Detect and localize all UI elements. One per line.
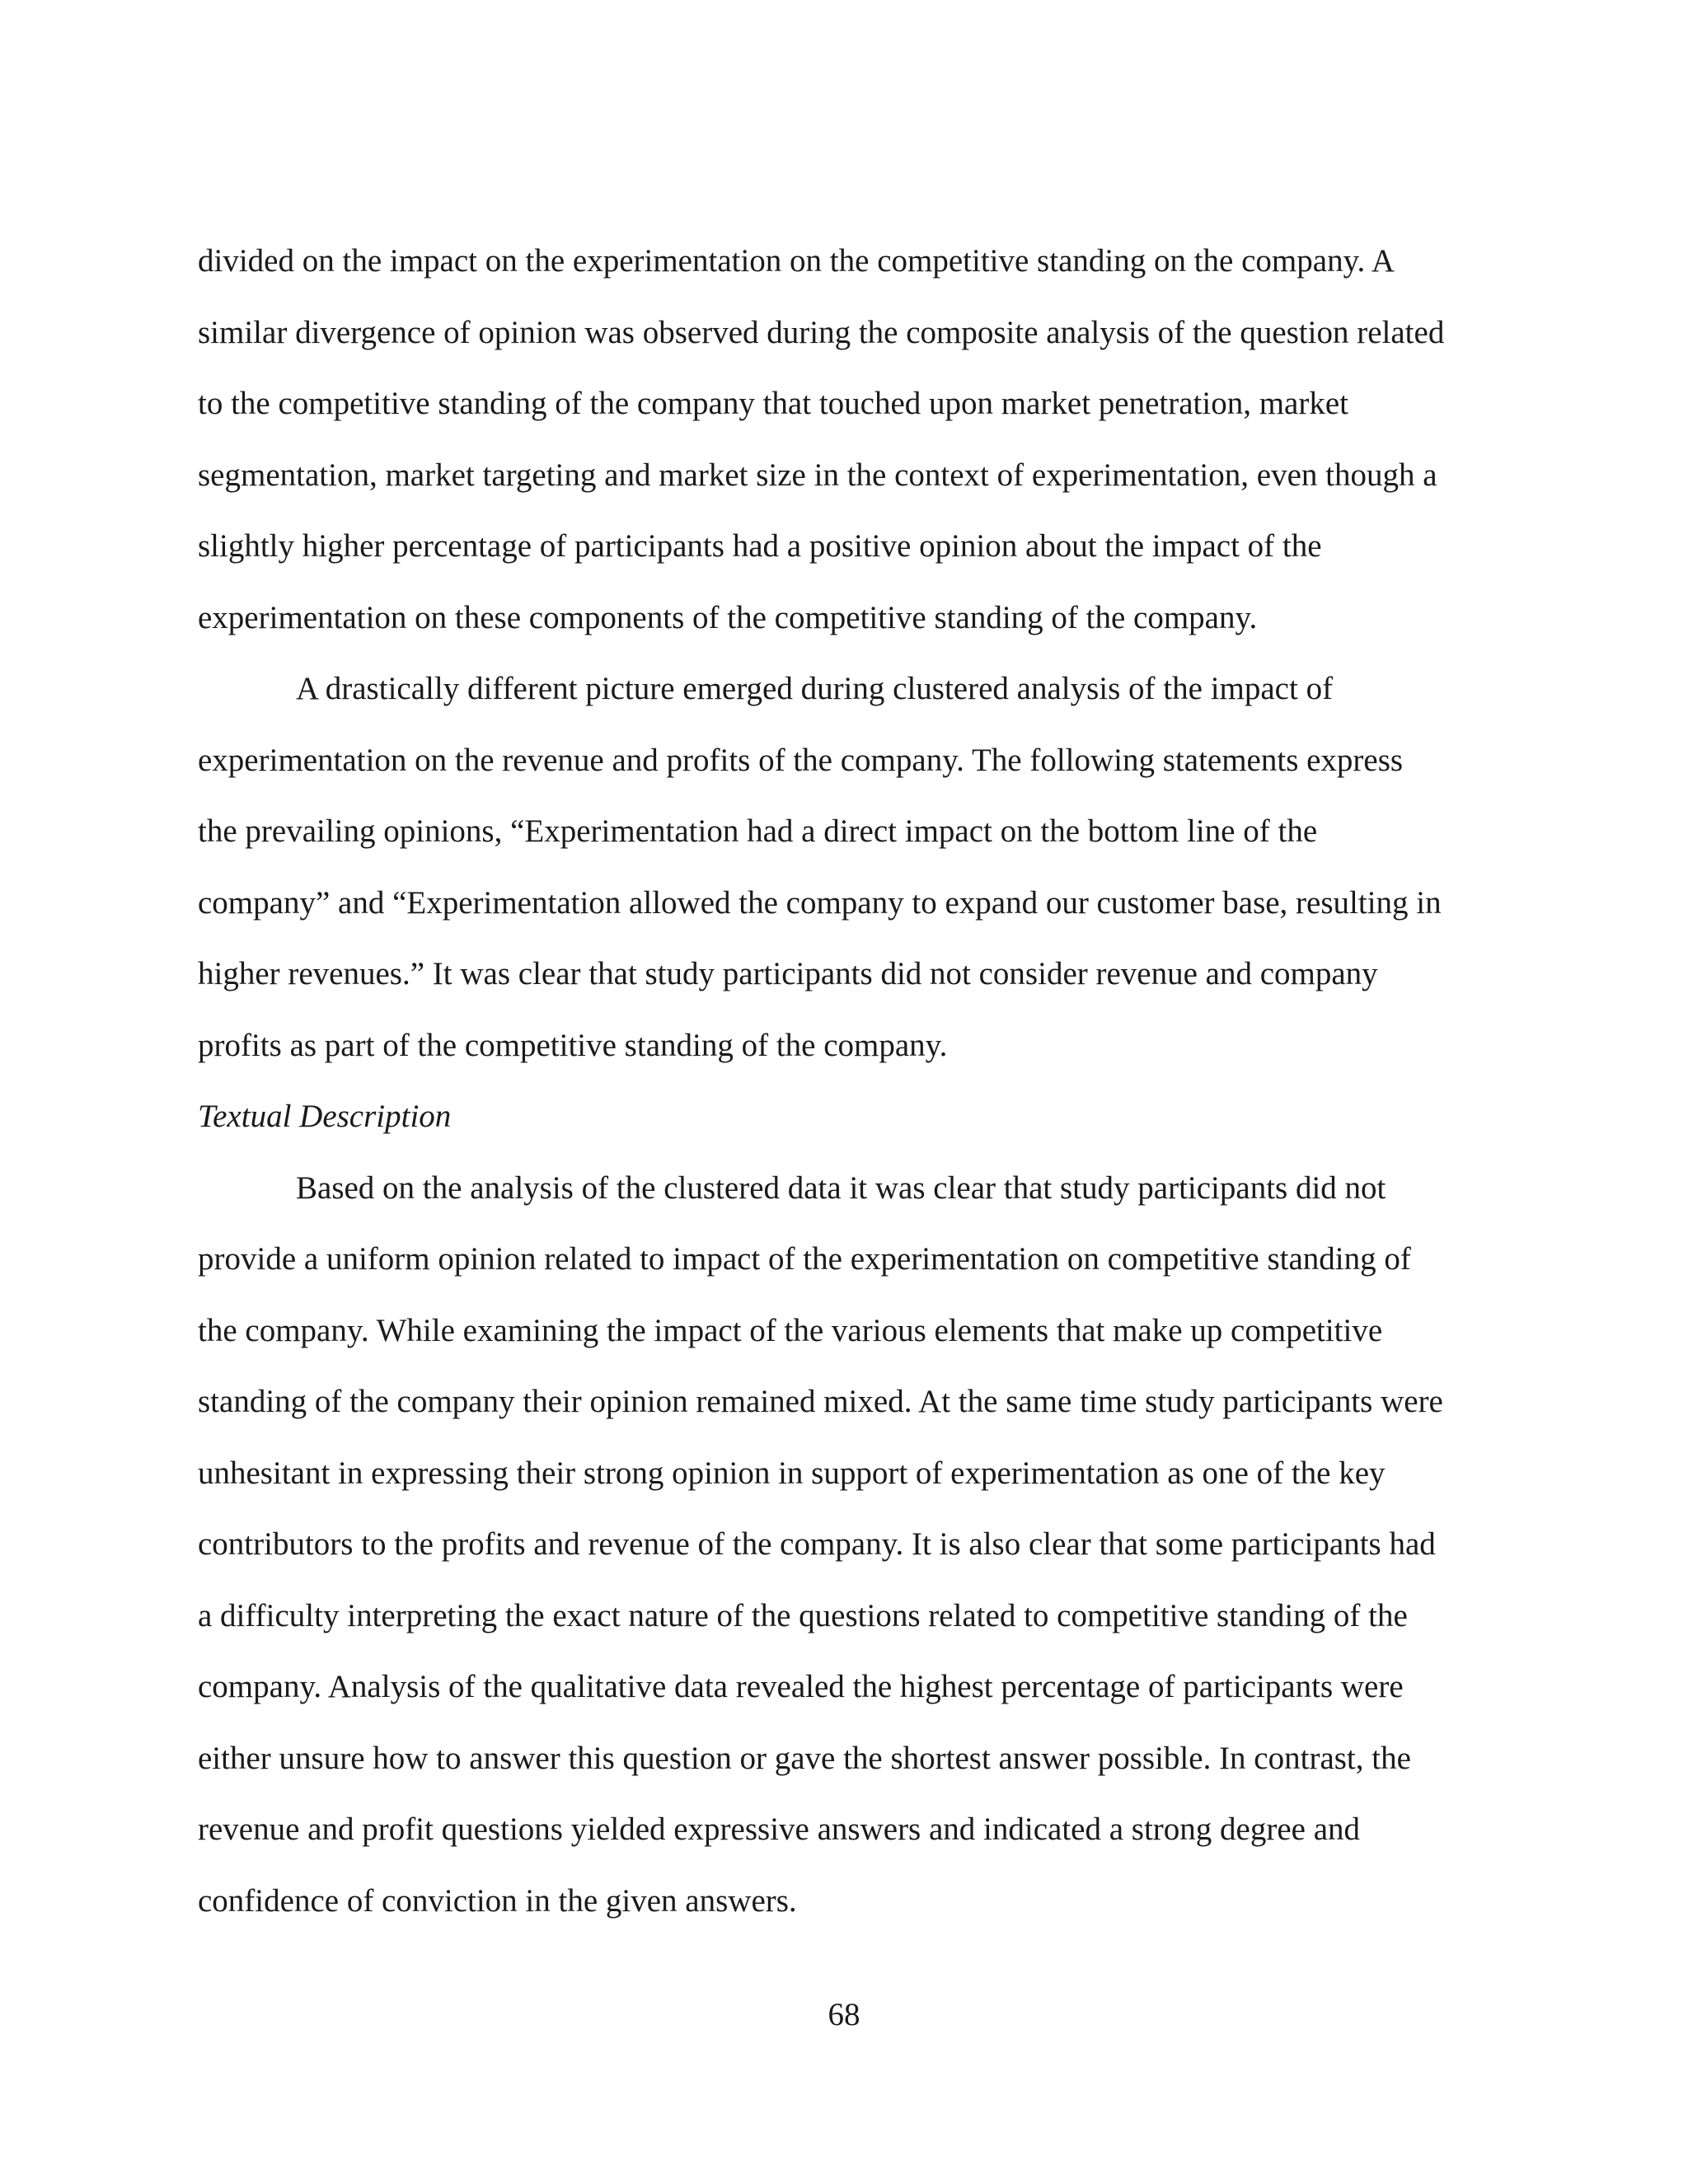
text-line: higher revenues.” It was clear that study participants did not consider revenue and company <box>198 956 1378 991</box>
body-text <box>198 226 1484 1937</box>
text-line: Based on the analysis of the clustered data it was clear that study participants did not <box>296 1169 1386 1206</box>
text-line: contributors to the profits and revenue of the company. It is also clear that some participants had <box>198 1526 1436 1562</box>
text-line: experimentation on these components of the competitive standing of the company. <box>198 599 1258 635</box>
text-line: the prevailing opinions, “Experimentation had a direct impact on the bottom line of the <box>198 813 1318 849</box>
paragraph-revenue-profits <box>198 654 1484 1081</box>
text-line: divided on the impact on the experimentation on the competitive standing on the company. A <box>198 243 1395 279</box>
text-line: slightly higher percentage of participants had a positive opinion about the impact of the <box>198 528 1322 564</box>
section-heading: Textual Description <box>198 1099 452 1134</box>
text-line: experimentation on the revenue and profits of the company. The following statements express <box>198 742 1404 778</box>
text-line: A drastically different picture emerged during clustered analysis of the impact of <box>296 671 1334 706</box>
text-line: to the competitive standing of the company that touched upon market penetration, market <box>198 386 1349 421</box>
text-line: confidence of conviction in the given answers. <box>198 1882 797 1919</box>
text-line: a difficulty interpreting the exact nature of the questions related to competitive standing of the <box>198 1597 1408 1633</box>
text-line: profits as part of the competitive standing of the company. <box>198 1027 948 1063</box>
paragraph-textual-description <box>198 1153 1484 1938</box>
text-line: company” and “Experimentation allowed the company to expand our customer base, resulting in <box>198 884 1442 921</box>
text-line: unhesitant in expressing their strong opinion in support of experimentation as one of the key <box>198 1455 1386 1491</box>
text-line: revenue and profit questions yielded expressive answers and indicated a strong degree and <box>198 1811 1361 1847</box>
text-line: provide a uniform opinion related to impact of the experimentation on competitive standing of <box>198 1241 1411 1277</box>
page-number: 68 <box>828 1997 860 2032</box>
text-line: either unsure how to answer this question or gave the shortest answer possible. In contrast, the <box>198 1740 1411 1776</box>
text-line: segmentation, market targeting and market size in the context of experimentation, even though a <box>198 457 1437 493</box>
text-line: the company. While examining the impact of the various elements that make up competitive <box>198 1312 1383 1348</box>
text-line: similar divergence of opinion was observed during the composite analysis of the question related <box>198 314 1445 350</box>
text-line: company. Analysis of the qualitative data revealed the highest percentage of participants were <box>198 1669 1404 1704</box>
paragraph-competitive-standing <box>198 226 1484 654</box>
text-line: standing of the company their opinion remained mixed. At the same time study participants were <box>198 1384 1443 1419</box>
